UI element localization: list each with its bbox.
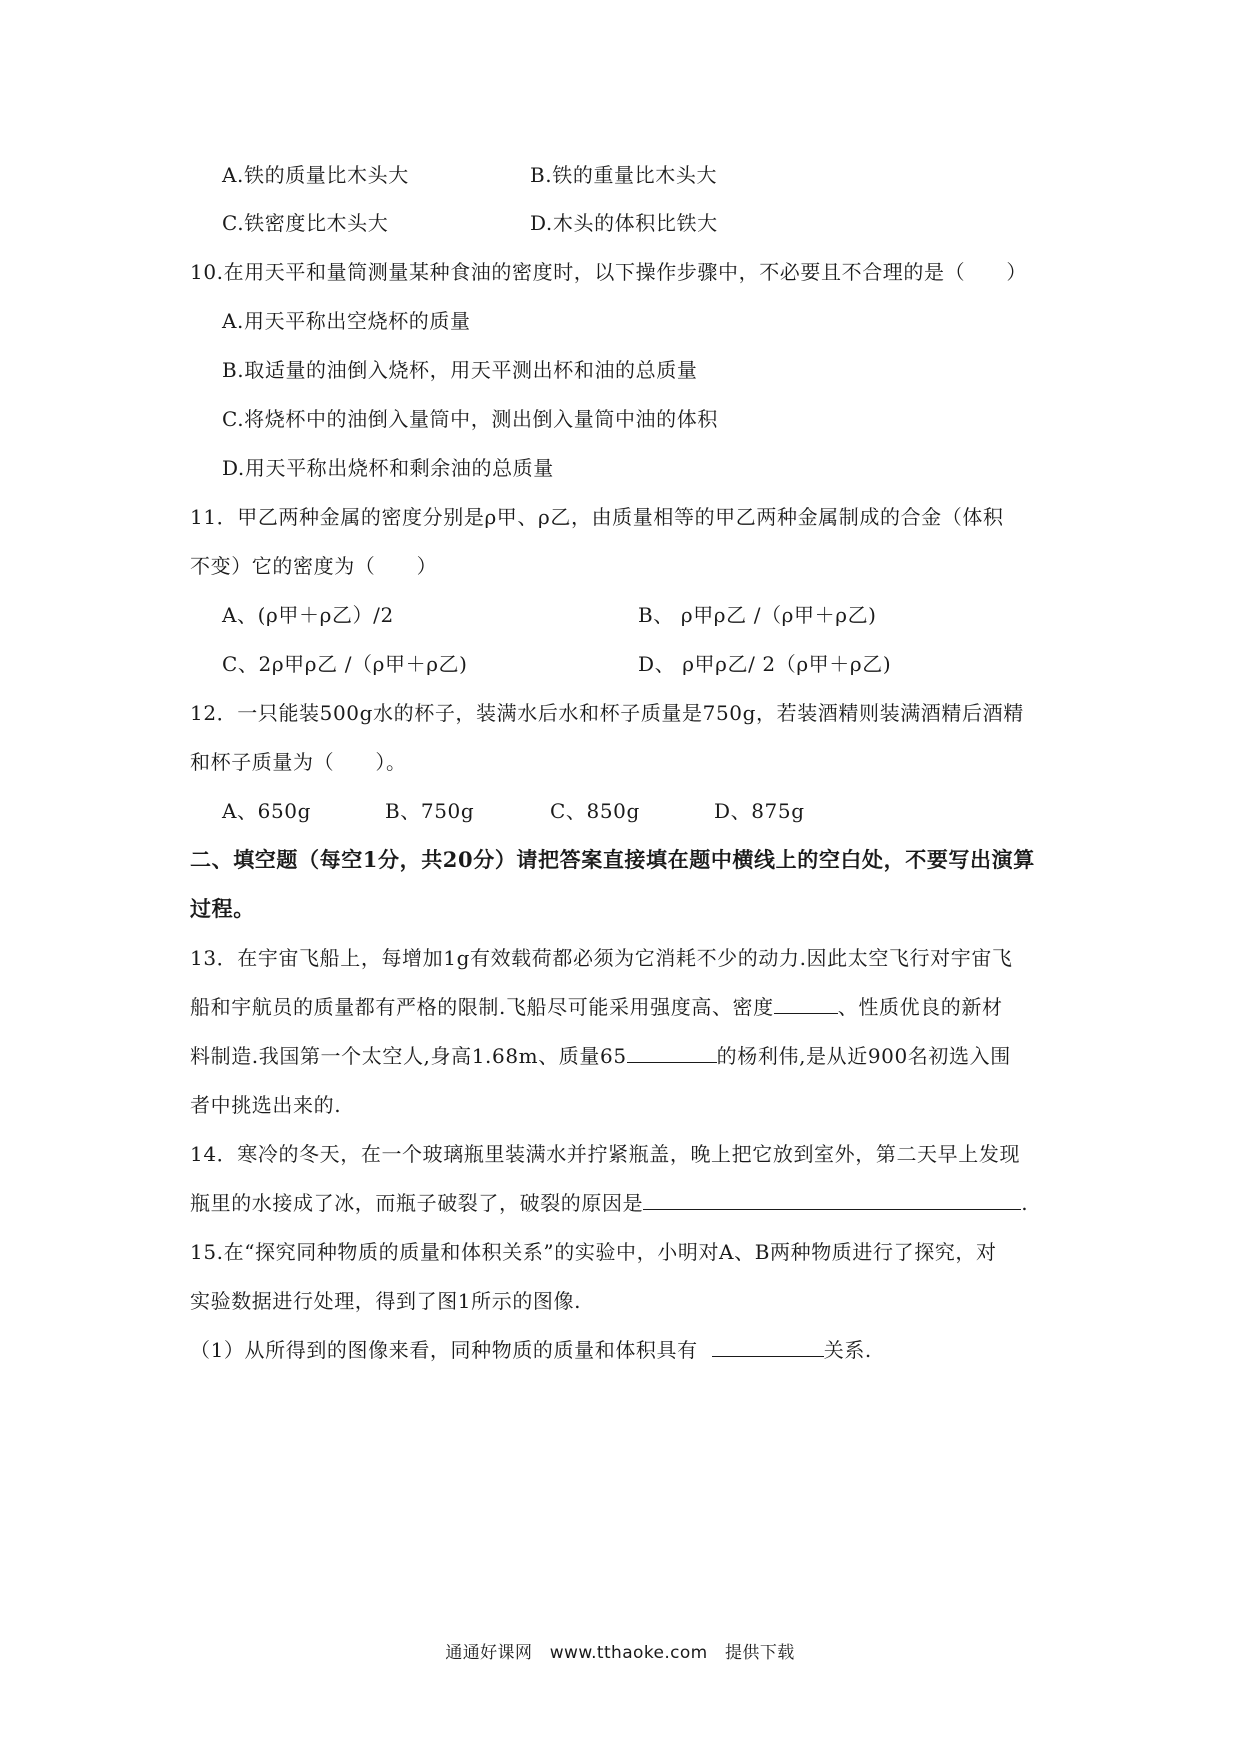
q11-option-b: B、 ρ甲ρ乙 /（ρ甲＋ρ乙) (638, 603, 877, 627)
q15-line2: 实验数据进行处理，得到了图1所示的图像. (190, 1289, 582, 1313)
q15-sub1-text-b: 关系. (823, 1338, 872, 1362)
q15-sub1 (190, 1335, 872, 1365)
q12-option-a: A、650g (222, 799, 312, 823)
q13-line2 (190, 992, 1003, 1022)
section2-heading-line1: 二、填空题（每空1分，共20分）请把答案直接填在题中横线上的空白处，不要写出演算 (190, 847, 1035, 872)
q11-stem-line2: 不变）它的密度为（ ） (190, 554, 438, 578)
q11-stem-line1: 11．甲乙两种金属的密度分别是ρ甲、ρ乙，由质量相等的甲乙两种金属制成的合金（体积 (190, 505, 1004, 529)
q13-line1: 13．在宇宙飞船上，每增加1g有效载荷都必须为它消耗不少的动力.因此太空飞行对宇宙飞 (190, 946, 1013, 970)
q15-sub1-text-a: （1）从所得到的图像来看，同种物质的质量和体积具有 (190, 1338, 698, 1362)
q13-line2-text-a: 船和宇航员的质量都有严格的限制.飞船尽可能采用强度高、密度 (190, 995, 774, 1019)
q9-option-d: D.木头的体积比铁大 (530, 211, 718, 235)
q15-line1: 15.在“探究同种物质的质量和体积关系”的实验中，小明对A、B两种物质进行了探究，对 (190, 1240, 997, 1264)
q13-density-blank[interactable] (774, 993, 838, 1014)
q14-line1: 14．寒冷的冬天，在一个玻璃瓶里装满水并拧紧瓶盖，晚上把它放到室外，第二天早上发现 (190, 1142, 1021, 1166)
q10-option-c: C.将烧杯中的油倒入量筒中，测出倒入量筒中油的体积 (222, 407, 718, 431)
q11-option-d: D、 ρ甲ρ乙/ 2（ρ甲＋ρ乙) (638, 652, 892, 676)
q12-option-d: D、875g (714, 799, 805, 823)
q11-option-a: A、(ρ甲＋ρ乙）/2 (222, 603, 394, 627)
q9-option-c: C.铁密度比木头大 (222, 211, 389, 235)
q10-stem: 10.在用天平和量筒测量某种食油的密度时，以下操作步骤中，不必要且不合理的是（ ） (190, 260, 1028, 284)
q13-line2-text-b: 、性质优良的新材 (837, 995, 1003, 1019)
page-footer: 通通好课网 www.tthaoke.com 提供下载 (445, 1643, 795, 1663)
q15-relation-blank[interactable] (712, 1336, 824, 1357)
q9-option-b: B.铁的重量比木头大 (530, 163, 718, 187)
q14-line2-end: . (1021, 1191, 1029, 1215)
q12-stem-line2: 和杯子质量为（ ）。 (190, 750, 407, 774)
q12-stem-line1: 12．一只能装500g水的杯子，装满水后水和杯子质量是750g，若装酒精则装满酒精后酒精 (190, 701, 1024, 725)
q13-line4: 者中挑选出来的. (190, 1093, 342, 1117)
q10-option-a: A.用天平称出空烧杯的质量 (222, 309, 471, 333)
q13-line3 (190, 1041, 1011, 1071)
q14-line2-text: 瓶里的水接成了冰，而瓶子破裂了，破裂的原因是 (190, 1191, 644, 1215)
q13-line3-text-b: 的杨利伟,是从近900名初选入围 (716, 1044, 1011, 1068)
q13-mass-unit-blank[interactable] (627, 1042, 717, 1063)
section2-heading-line2: 过程。 (190, 896, 255, 921)
q13-line3-text-a: 料制造.我国第一个太空人,身高1.68m、质量65 (190, 1044, 627, 1068)
q12-option-b: B、750g (385, 799, 475, 823)
q11-option-c: C、2ρ甲ρ乙 /（ρ甲＋ρ乙) (222, 652, 468, 676)
q9-option-a: A.铁的质量比木头大 (222, 163, 409, 187)
q12-option-c: C、850g (550, 799, 640, 823)
q14-reason-blank[interactable] (643, 1189, 1021, 1210)
q10-option-d: D.用天平称出烧杯和剩余油的总质量 (222, 456, 554, 480)
q10-option-b: B.取适量的油倒入烧杯，用天平测出杯和油的总质量 (222, 358, 698, 382)
q14-line2 (190, 1188, 1028, 1218)
